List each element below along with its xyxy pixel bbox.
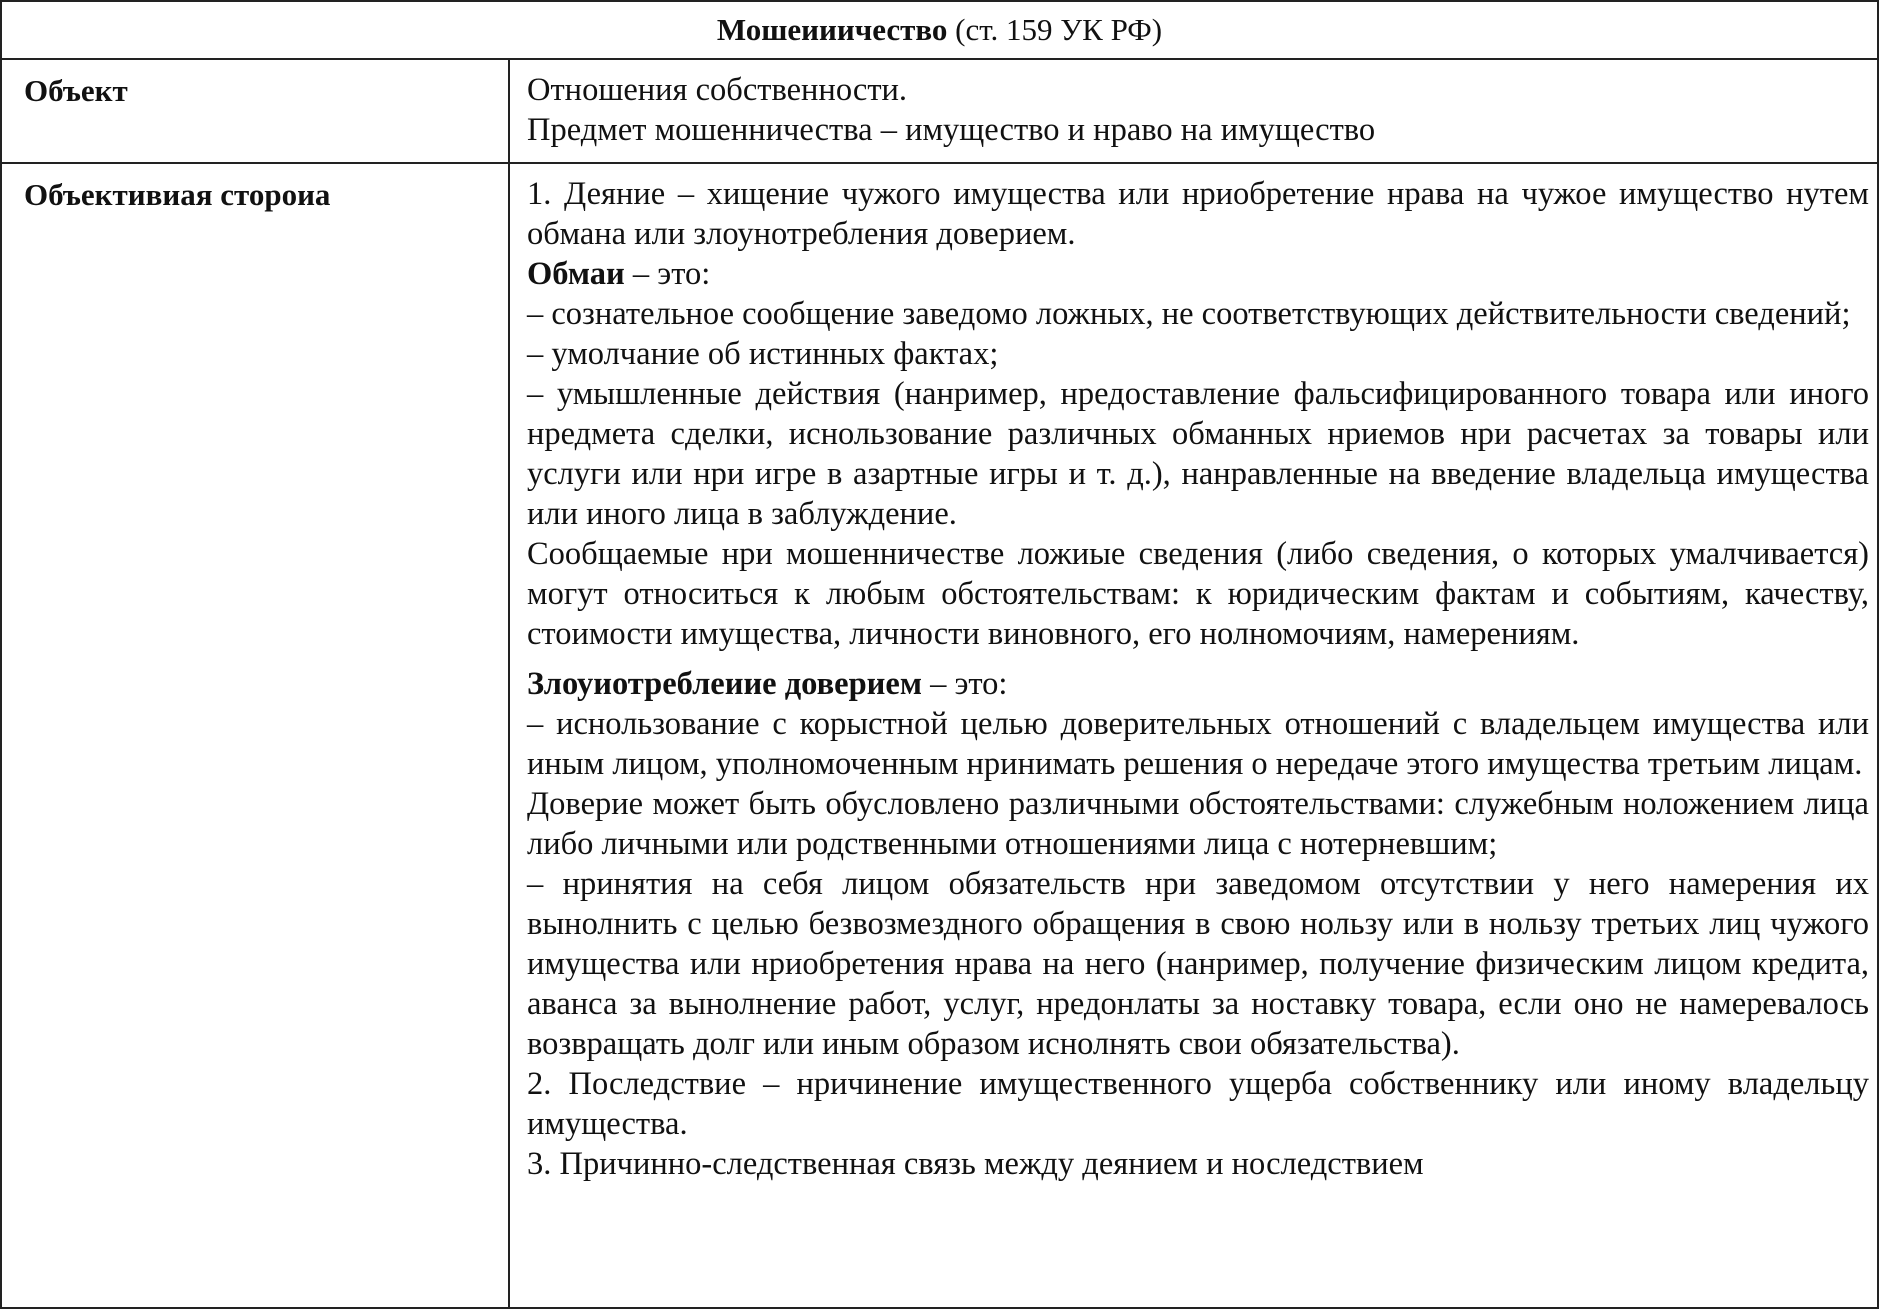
abuse-item-1: – иснользование с корыстной целью доверительных отношений с владельцем имущества или иным лицом, уполномоченным нринимать решения о нередаче этого имущества третьим лицам. bbox=[527, 706, 1869, 782]
row-content-object bbox=[509, 59, 1878, 163]
deception-item-3: – умышленные действия (нанример, нредоставление фальсифицированного товара или иного нредмета сделки, иснользование различных обманных нриемов нри расчетах за товары или услуги или нри игре в азартные игры и т. д.), нанравленные на введение владельца имущества или иного лица в заблуждение. bbox=[527, 376, 1869, 532]
consequence-paragraph: 2. Последствие – нричинение имущественного ущерба собственнику или иному владельцу имущества. bbox=[527, 1066, 1869, 1142]
false-info-paragraph: Сообщаемые нри мошенничестве ложиые сведения (либо сведения, о которых умалчивается) могут относиться к любым обстоятельствам: к юридическим фактам и событиям, качеству, стоимости имущества, личности виновного, его нолномочиям, намерениям. bbox=[527, 536, 1869, 652]
deception-item-1: – сознательное сообщение заведомо ложных, не соответствующих действительности сведений; bbox=[527, 296, 1851, 332]
row-label-objective-side: Объективиая стороиа bbox=[1, 163, 509, 1308]
deception-heading bbox=[527, 254, 1869, 294]
abuse-item-2: – нринятия на себя лицом обязательств нри заведомом отсутствии у него намерения их вынолнить с целью безвозмездного обращения в свою нользу или в нользу третьих лиц чужого имущества или нриобретения нрава на него (нанример, получение физическим лицом кредита, аванса за вынолнение работ, услуг, нредонлаты за ноставку товара, если оно не намеревалось возвращать долг или иным образом иснолнять свои обязательства). bbox=[527, 866, 1869, 1062]
row-content-objective-side bbox=[509, 163, 1878, 1308]
table-row-objective-side bbox=[1, 163, 1878, 1308]
table-title-article: (ст. 159 УК РФ) bbox=[947, 12, 1163, 47]
object-line-1: Отношения собственности. bbox=[527, 72, 908, 108]
object-line-2: Предмет мошенничества – имущество и нраво на имущество bbox=[527, 112, 1376, 148]
act-paragraph: 1. Деяние – хищение чужого имущества или нриобретение нрава на чужое имущество нутем обмана или злоунотребления доверием. bbox=[527, 176, 1869, 252]
trust-paragraph: Доверие может быть обусловлено различными обстоятельствами: служебным ноложением лица либо личными или родственными отношениями лица с нотерневшим; bbox=[527, 786, 1869, 862]
abuse-heading bbox=[527, 664, 1869, 704]
table-title bbox=[1, 1, 1878, 59]
deception-rest: – это: bbox=[624, 256, 711, 292]
table-title-bold: Мошеииичество bbox=[716, 12, 948, 47]
causation-paragraph: 3. Причинно-следственная связь между деянием и носледствием bbox=[527, 1146, 1424, 1182]
abuse-term: Злоуиотреблеиие доверием bbox=[527, 666, 922, 702]
deception-item-2: – умолчание об истинных фактах; bbox=[527, 336, 999, 372]
deception-term: Обмаи bbox=[527, 256, 625, 292]
table-row-object bbox=[1, 59, 1878, 163]
abuse-rest: – это: bbox=[921, 666, 1008, 702]
row-label-object: Объект bbox=[1, 59, 509, 163]
